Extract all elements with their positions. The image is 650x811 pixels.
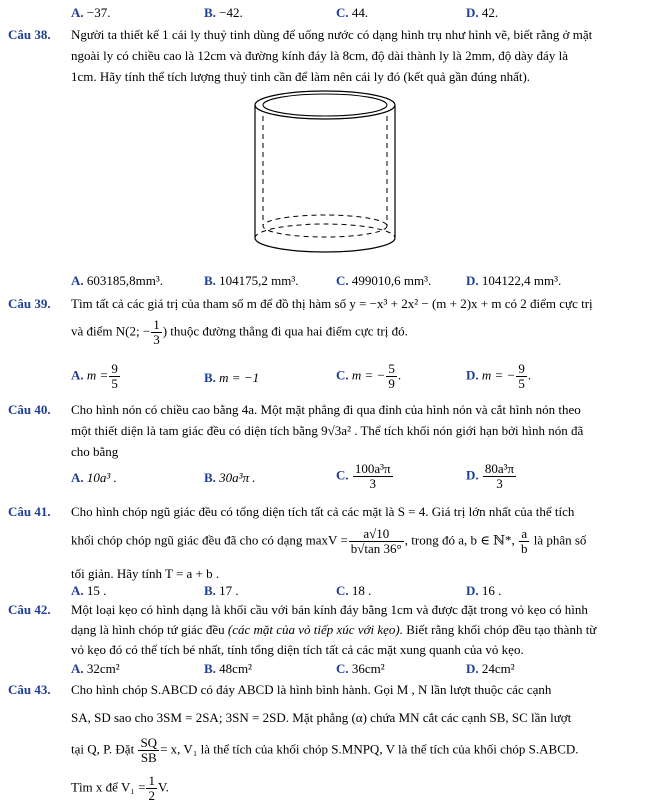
q41-option-b: B. 17 .	[204, 583, 239, 598]
q41-number: Câu 41.	[8, 504, 51, 519]
q42-option-a: A. 32cm²	[71, 661, 120, 676]
q42-options	[71, 661, 631, 681]
q41-text-line2: khối chóp chóp ngũ giác đều đã cho có dạng maxV = $\frac{a√10}{b√\tan 36^\circ}$ , trong đó a, b ∈ ℕ*, $\frac{a}{b}$ là phân số	[71, 526, 587, 556]
q41-text-line1: Cho hình chóp ngũ giác đều có tổng diện tích tất cả các mặt là S = 4. Giá trị lớn nhất của thể tích	[71, 504, 575, 519]
glass-cylinder-figure	[245, 88, 405, 268]
q40-option-a: A. 10a³ .	[71, 470, 117, 485]
q41-option-c: C. 18 .	[336, 583, 372, 598]
q40-text-line2: một thiết diện là tam giác đều có diện tích bằng 9√3a² . Thể tích khối nón giới hạn bởi hình nón đã	[71, 423, 584, 438]
q38-text-line3: 1cm. Hãy tính thể tích lượng thuỷ tinh cần để làm nên cái ly đó (kết quả gần đúng nhất).	[71, 69, 531, 84]
q37-option-a: A. −37.	[71, 5, 111, 20]
q37-options	[71, 5, 631, 25]
q38-option-c: C. 499010,6 mm³.	[336, 273, 432, 288]
q43-number: Câu 43.	[8, 682, 51, 697]
q40-option-d: D. $\frac{\text{80a³π}}{3}$	[466, 461, 515, 491]
q41-option-d: D. 16 .	[466, 583, 502, 598]
q39-number: Câu 39.	[8, 296, 51, 311]
q40-text-line1: Cho hình nón có chiều cao bằng 4a. Một mặt phẳng đi qua đỉnh của hình nón và cắt hình nón theo	[71, 402, 581, 417]
q38-option-d: D. 104122,4 mm³.	[466, 273, 562, 288]
q39-option-c: C. m = − $\frac{5}{9}$ .	[336, 361, 402, 391]
q37-option-b: B. −42.	[204, 5, 243, 20]
q42-text-line2: dạng là hình chóp tứ giác đều (các mặt của vỏ tiếp xúc với kẹo). Biết rằng khối chóp đều tạo thành từ	[71, 622, 597, 637]
q39-options	[71, 362, 631, 398]
q37-option-d: D. 42.	[466, 5, 499, 20]
q42-option-b: B. 48cm²	[204, 661, 252, 676]
q42-option-d: D. 24cm²	[466, 661, 515, 676]
q41-options	[71, 583, 631, 603]
q43-text-line3: tại Q, P. Đặt $\frac{SQ}{SB}$ = x, V₁ là thể tích của khối chóp S.MNPQ, V là thể tích của khối chóp S.ABCD.	[71, 735, 579, 765]
q41-text-line3: tối giản. Hãy tính T = a + b .	[71, 566, 220, 581]
q40-text-line3: cho bằng	[71, 444, 119, 459]
q39-option-a: A. m = $\frac{9}{5}$	[71, 361, 118, 391]
q40-option-c: C. $\frac{\text{100a³π}}{3}$	[336, 461, 391, 491]
q43-text-line2: SA, SD sao cho 3SM = 2SA; 3SN = 2SD. Mặt phẳng (α) chứa MN cắt các cạnh SB, SC lần lượt	[71, 710, 572, 725]
q43-text-line1: Cho hình chóp S.ABCD có đáy ABCD là hình bình hành. Gọi M , N lần lượt thuộc các cạnh	[71, 682, 552, 697]
q38-option-a: A. 603185,8mm³.	[71, 273, 164, 288]
q42-text-line1: Một loại kẹo có hình dạng là khối cầu với bán kính đáy bằng 1cm và được đặt trong vỏ kẹo có hình	[71, 602, 588, 617]
q39-text-line2: và điểm N(2; − $\frac{1}{3}$ ) thuộc đường thẳng đi qua hai điểm cực trị đó.	[71, 317, 408, 347]
q40-option-b: B. 30a³π .	[204, 470, 256, 485]
q38-options	[71, 273, 631, 293]
q42-number: Câu 42.	[8, 602, 51, 617]
q37-option-c: C. 44.	[336, 5, 369, 20]
q41-option-a: A. 15 .	[71, 583, 107, 598]
q40-number: Câu 40.	[8, 402, 51, 417]
q40-options	[71, 462, 631, 498]
q39-option-d: D. m = − $\frac{9}{5}$ .	[466, 361, 532, 391]
q39-option-b: B. m = −1	[204, 370, 260, 385]
q38-text-line1: Người ta thiết kế 1 cái ly thuỷ tinh dùng để uống nước có dạng hình trụ như hình vẽ, biết rằng ở mặt	[71, 27, 593, 42]
q38-number: Câu 38.	[8, 27, 51, 42]
q42-text-line3: vỏ kẹo đó có thể tích bé nhất, tính tổng diện tích tất cả các mặt xung quanh của vỏ kẹo.	[71, 642, 524, 657]
q38-option-b: B. 104175,2 mm³.	[204, 273, 299, 288]
q39-text-line1: Tìm tất cả các giá trị của tham số m để đồ thị hàm số y = −x³ + 2x² − (m + 2)x + m có 2 điểm cực trị	[71, 296, 593, 311]
q42-option-c: C. 36cm²	[336, 661, 385, 676]
q43-text-line4: Tìm x để V₁ = $\frac{1}{2}$ V.	[71, 773, 169, 803]
q38-text-line2: ngoài ly có chiều cao là 12cm và đường kính đáy là 8cm, độ dài thành ly là 2mm, độ dày đáy là	[71, 48, 568, 63]
